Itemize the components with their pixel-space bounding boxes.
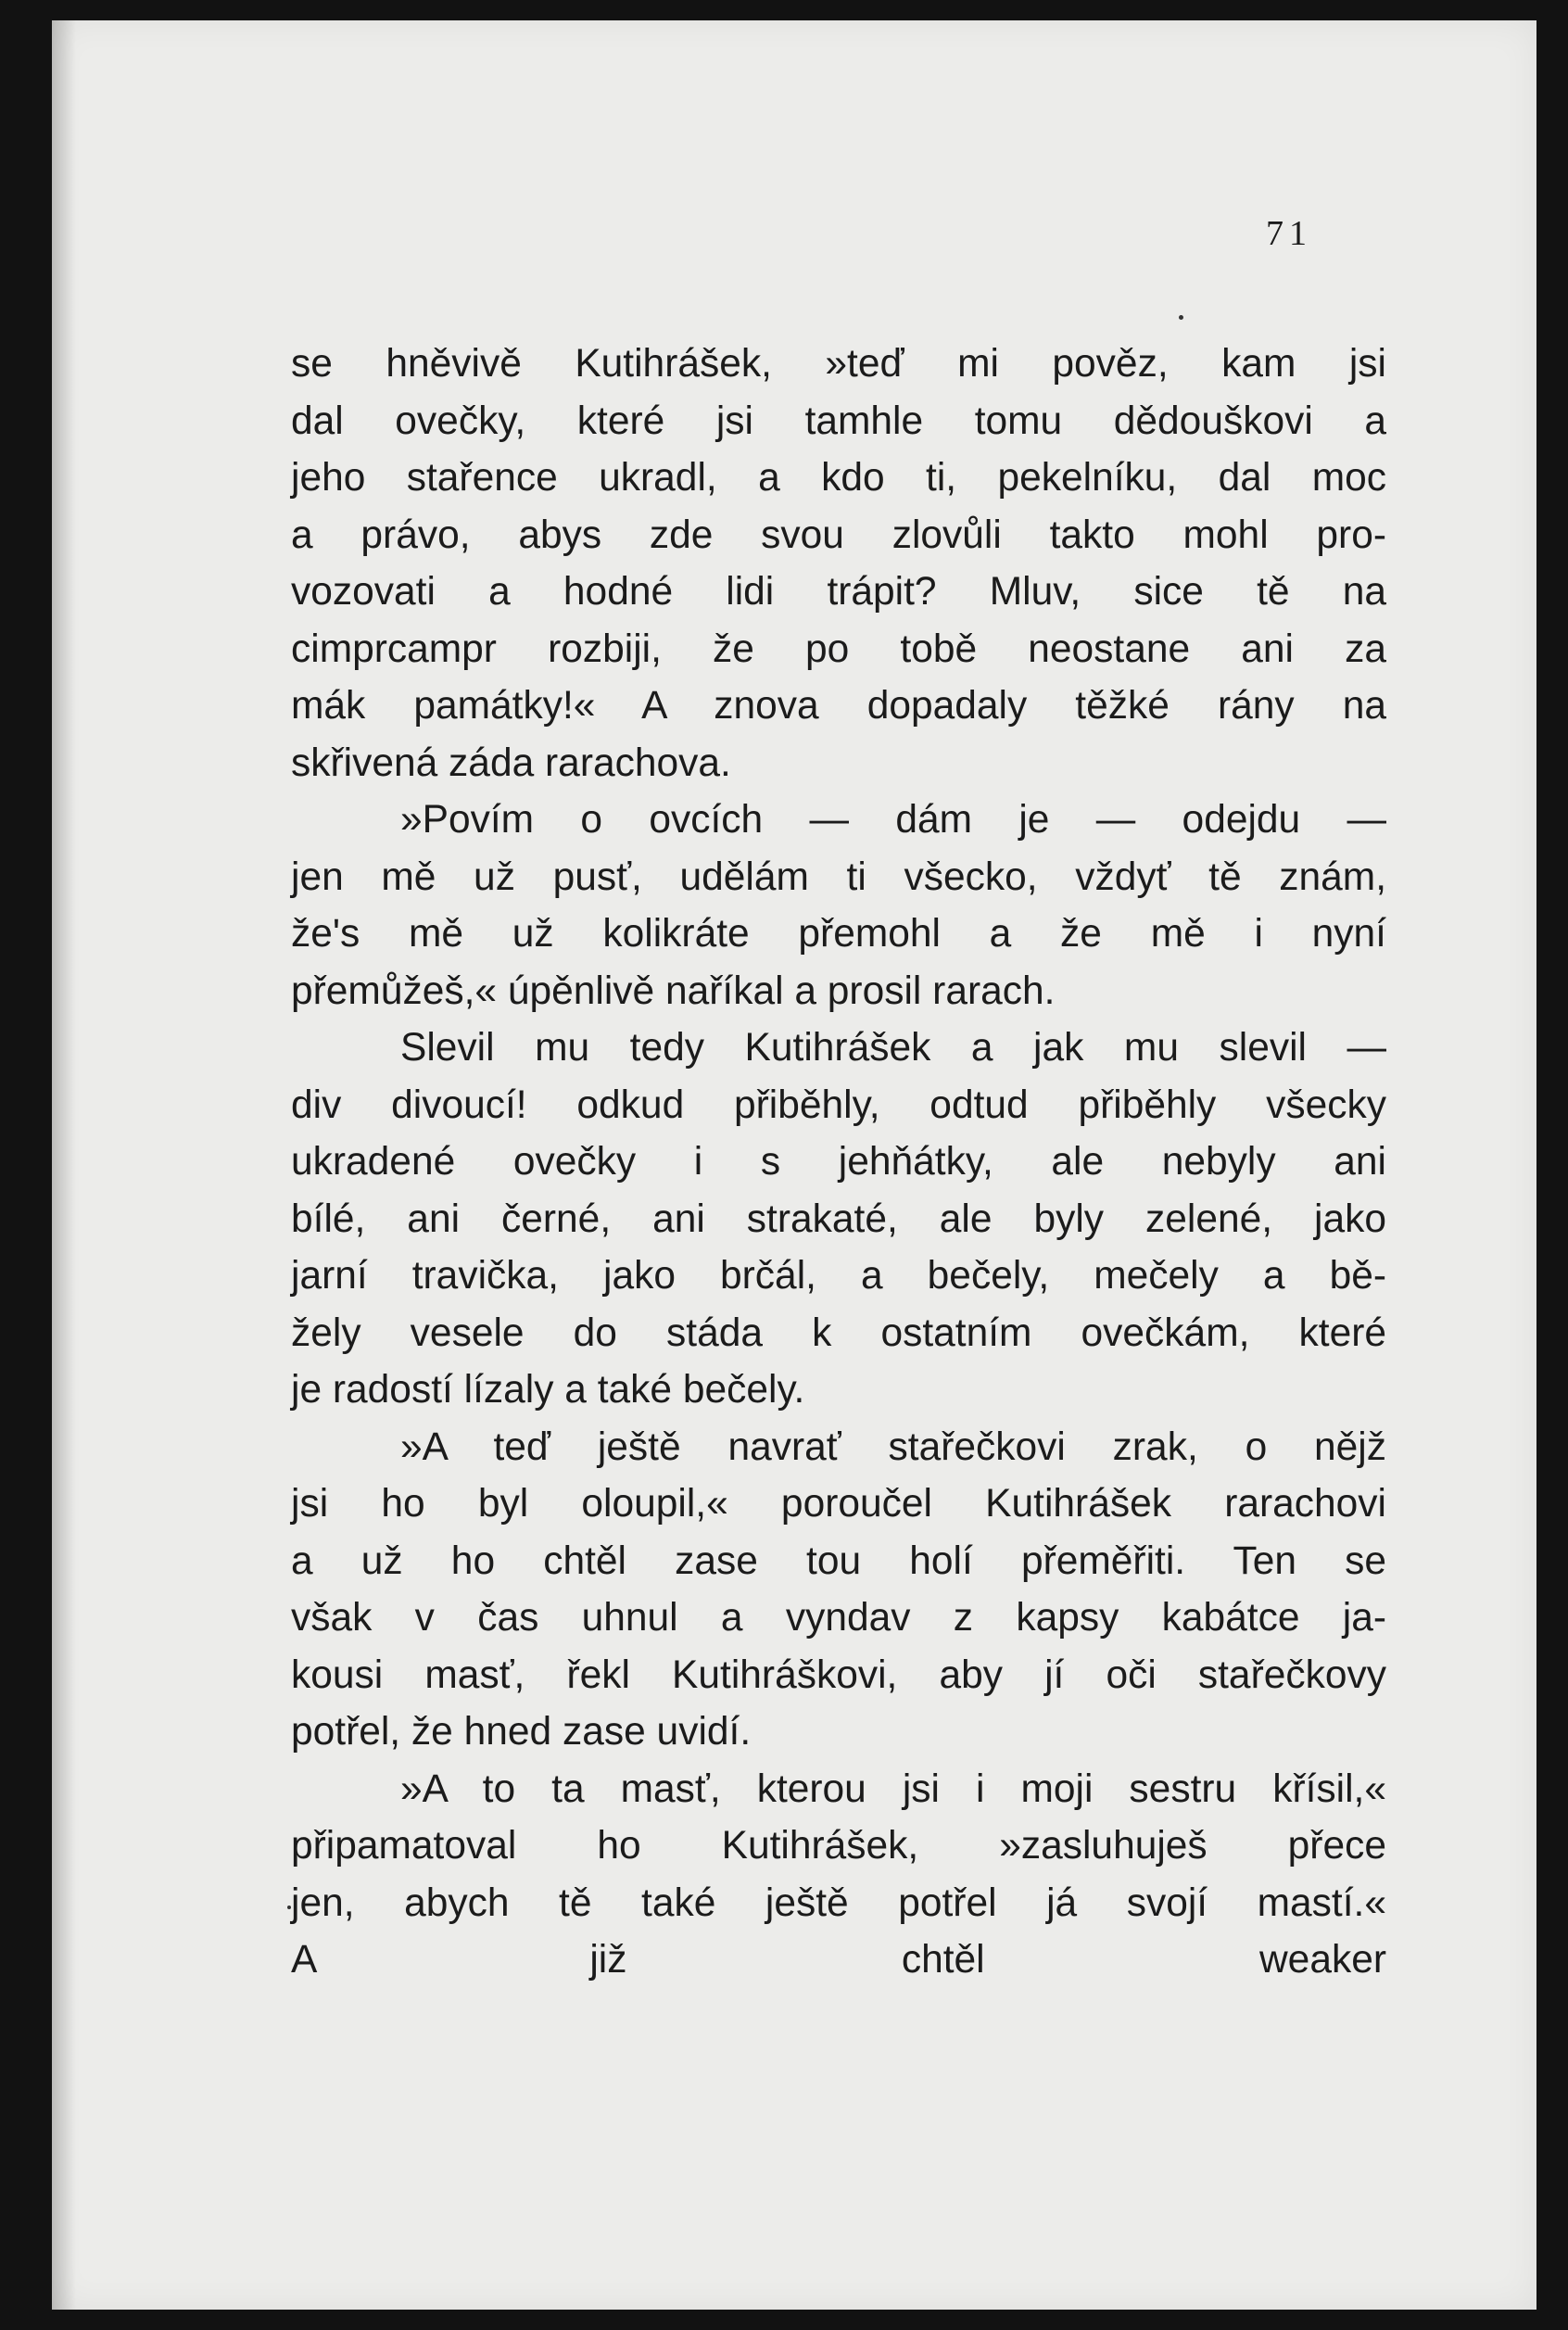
book-page <box>52 20 1536 2310</box>
page-number: 71 <box>1266 214 1312 253</box>
spine-shadow <box>52 20 76 2310</box>
text-line: mák památky!« A znova dopadaly těžké rány na <box>291 684 1386 728</box>
text-line: dal ovečky, které jsi tamhle tomu dědouškovi a <box>291 399 1386 443</box>
text-line: však v čas uhnul a vyndav z kapsy kabátce ja- <box>291 1596 1386 1640</box>
text-line: »A to ta masť, kterou jsi i moji sestru křísil,« <box>400 1766 1386 1811</box>
text-line: jeho stařence ukradl, a kdo ti, pekelníku, dal moc <box>291 456 1386 500</box>
text-line: »A teď ještě navrať stařečkovi zrak, o nějž <box>400 1425 1386 1469</box>
text-line: je radostí lízaly a také bečely. <box>291 1368 805 1412</box>
text-line: se hněvivě Kutihrášek, »teď mi pověz, kam jsi <box>291 342 1386 386</box>
body-text <box>291 336 1386 1989</box>
text-line: cimprcampr rozbiji, že po tobě neostane ani za <box>291 627 1386 671</box>
text-line: jsi ho byl oloupil,« poroučel Kutihrášek rarachovi <box>291 1482 1386 1526</box>
text-line: jen, abych tě také ještě potřel já svojí mastí.« <box>291 1880 1386 1925</box>
text-line: div divoucí! odkud přiběhly, odtud přiběhly všecky <box>291 1083 1386 1127</box>
text-line: žely vesele do stáda k ostatním ovečkám, které <box>291 1311 1386 1355</box>
text-line: skřivená záda rarachova. <box>291 741 731 785</box>
text-line: »Povím o ovcích — dám je — odejdu — <box>400 798 1386 842</box>
text-line: a právo, abys zde svou zlovůli takto mohl pro- <box>291 513 1386 557</box>
text-line: připamatoval ho Kutihrášek, »zasluhuješ přece <box>291 1824 1386 1868</box>
text-line: jarní travička, jako brčál, a bečely, mečely a bě- <box>291 1254 1386 1298</box>
text-line: bílé, ani černé, ani strakaté, ale byly zelené, jako <box>291 1197 1386 1241</box>
text-line: přemůžeš,« úpěnlivě naříkal a prosil rarach. <box>291 969 1056 1013</box>
text-line: A již chtěl weaker <box>291 1938 1386 1982</box>
print-speck <box>287 1906 291 1909</box>
text-line: a už ho chtěl zase tou holí přeměřiti. Ten se <box>291 1539 1386 1583</box>
text-line: jen mě už pusť, udělám ti všecko, vždyť tě znám, <box>291 855 1386 899</box>
text-line: vozovati a hodné lidi trápit? Mluv, sice tě na <box>291 570 1386 614</box>
text-line: kousi masť, řekl Kutihráškovi, aby jí oči stařečkovy <box>291 1653 1386 1697</box>
text-line: potřel, že hned zase uvidí. <box>291 1710 752 1754</box>
text-line: Slevil mu tedy Kutihrášek a jak mu slevil — <box>400 1026 1386 1070</box>
print-speck <box>1179 315 1183 320</box>
text-line: ukradené ovečky i s jehňátky, ale nebyly ani <box>291 1140 1386 1184</box>
text-line: že's mě už kolikráte přemohl a že mě i nyní <box>291 912 1386 956</box>
